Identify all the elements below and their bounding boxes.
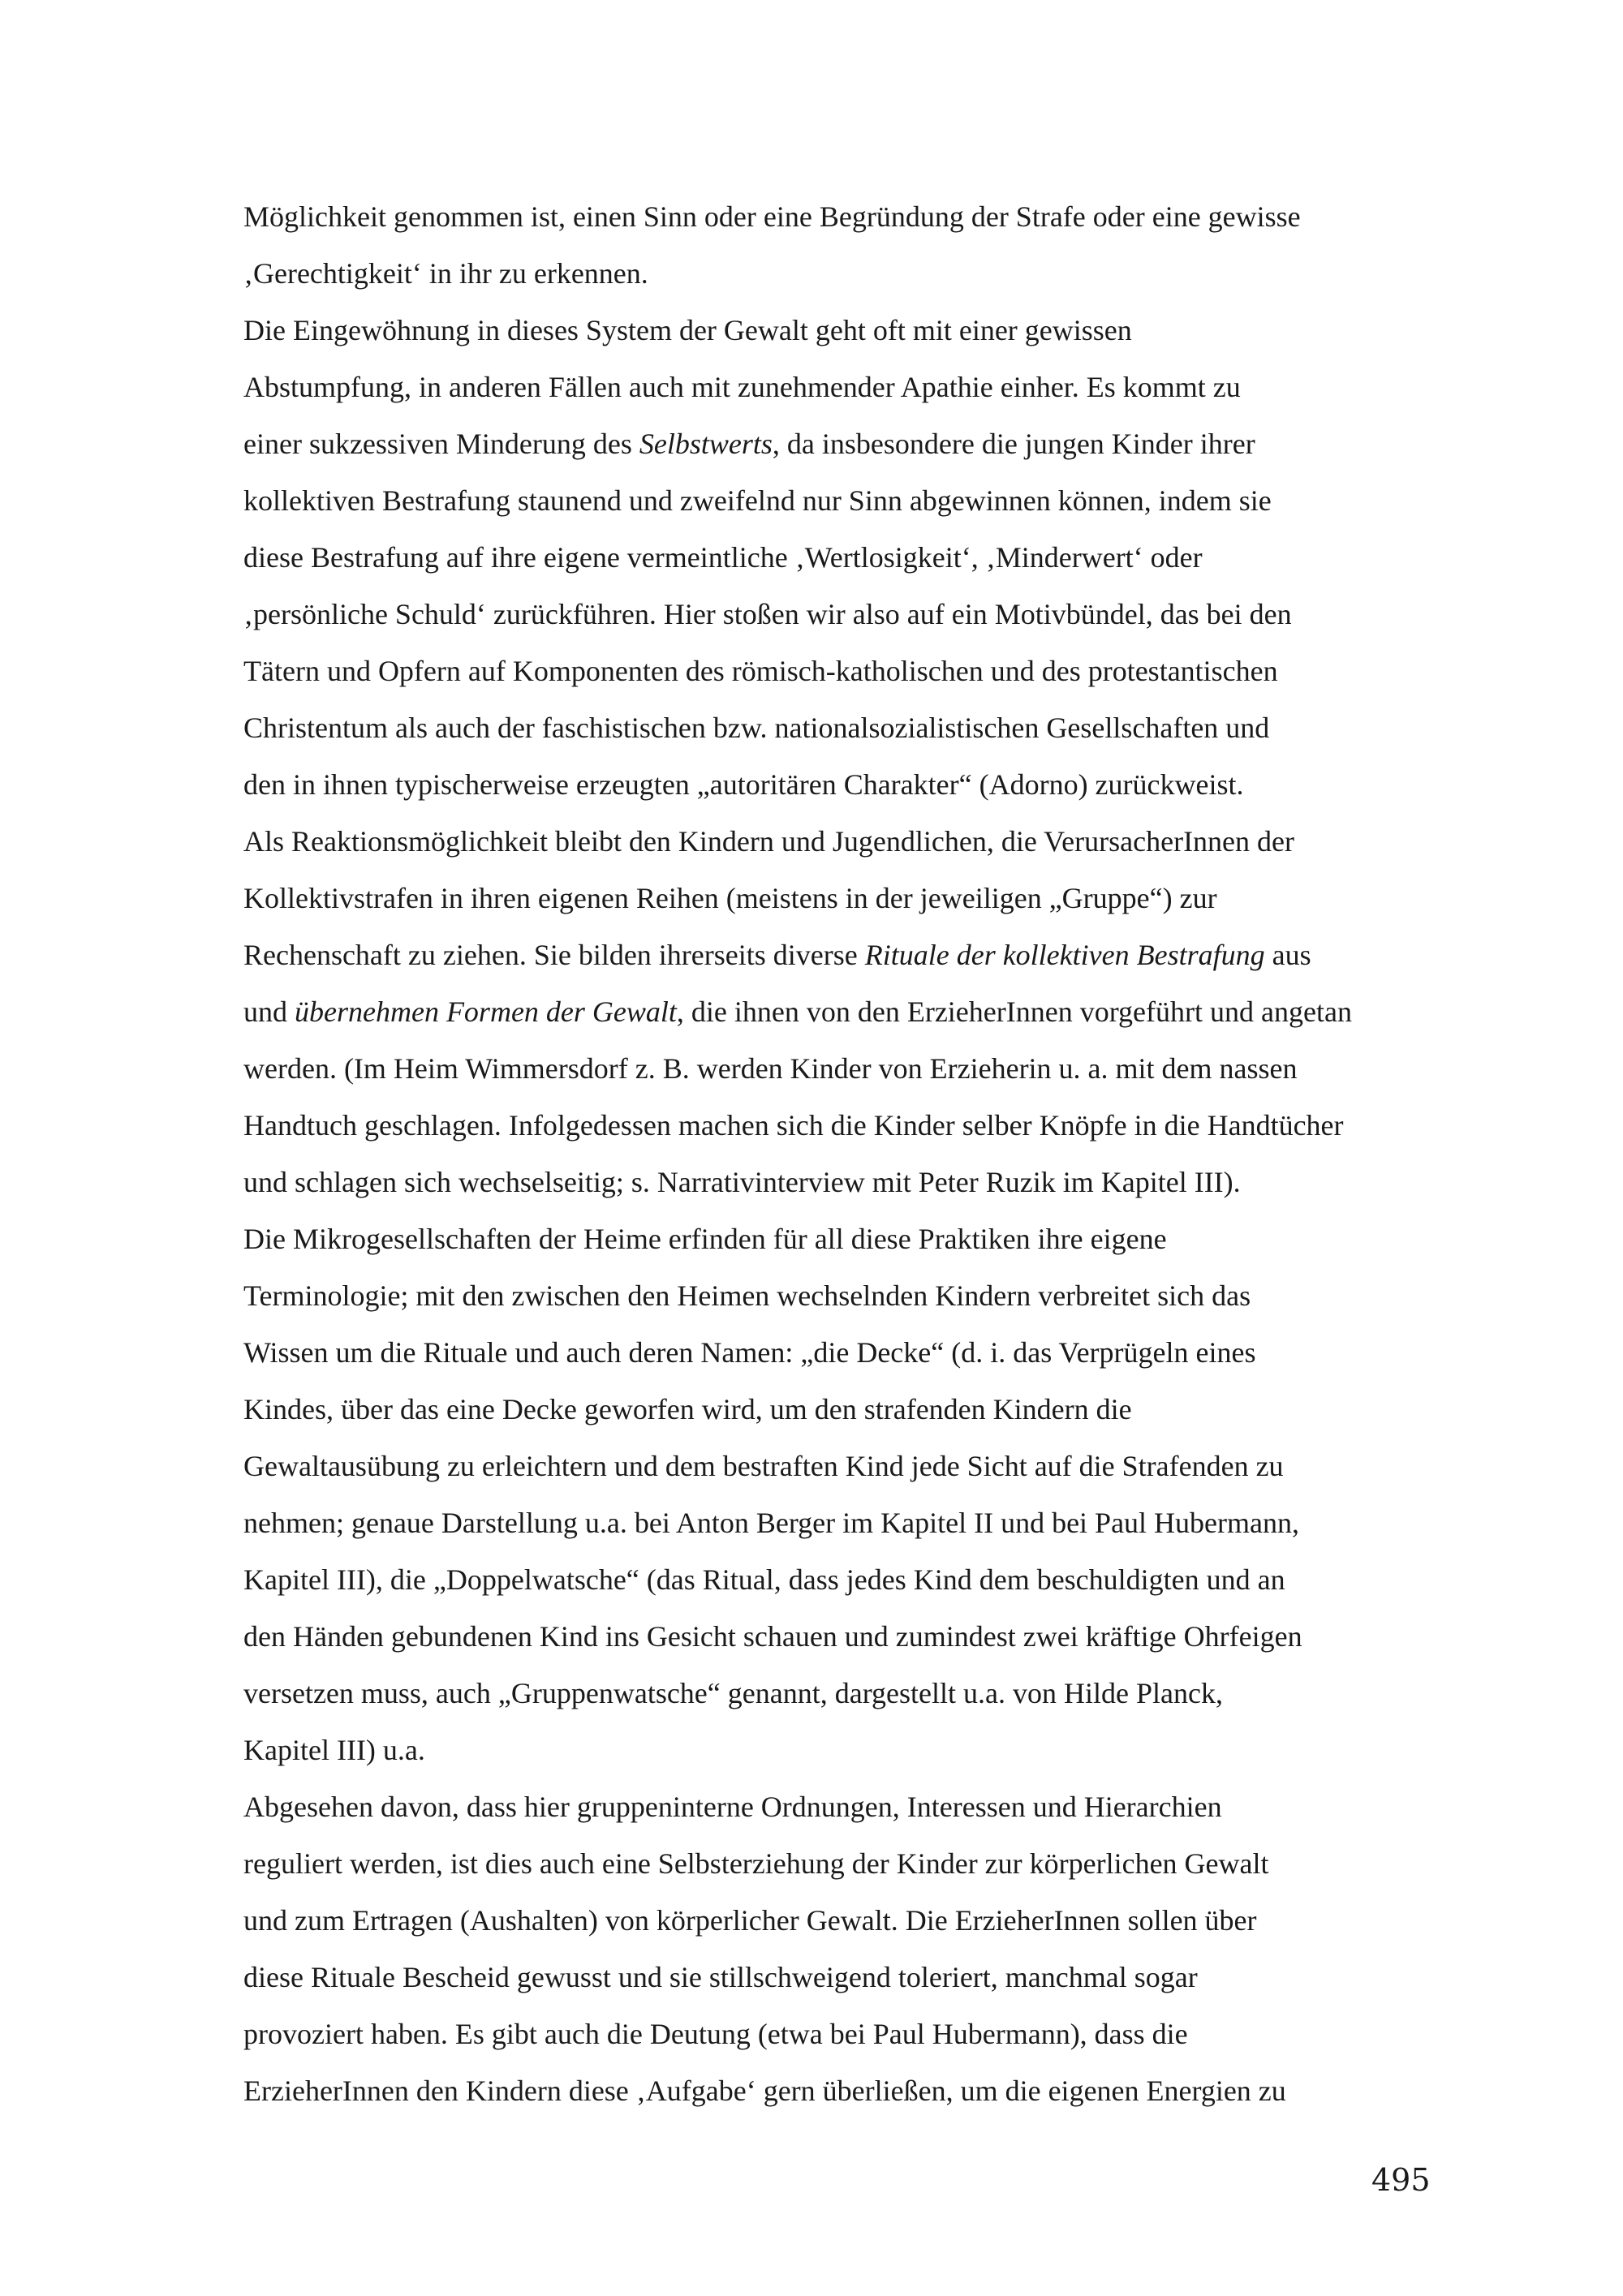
text-segment: provoziert haben. Es gibt auch die Deutung (etwa bei Paul Hubermann), dass die: [243, 2018, 1188, 2050]
text-segment: Handtuch geschlagen. Infolgedessen machen sich die Kinder selber Knöpfe in die Handtücher: [243, 1109, 1344, 1142]
text-segment: und: [243, 995, 295, 1028]
text-line: [243, 529, 1509, 586]
body-text: [243, 188, 1509, 2119]
text-line: [243, 1494, 1509, 1551]
text-segment: Als Reaktionsmöglichkeit bleibt den Kindern und Jugendlichen, die VerursacherInnen der: [243, 825, 1294, 858]
text-segment: diese Bestrafung auf ihre eigene vermeintliche ‚Wertlosigkeit‘, ‚Minderwert‘ oder: [243, 541, 1203, 574]
text-segment: Wissen um die Rituale und auch deren Namen: „die Decke“ (d. i. das Verprügeln eines: [243, 1336, 1256, 1369]
text-line: [243, 2006, 1509, 2062]
text-line: [243, 1040, 1509, 1097]
text-segment: kollektiven Bestrafung staunend und zweifelnd nur Sinn abgewinnen können, indem sie: [243, 484, 1272, 517]
italic-text-segment: übernehmen Formen der Gewalt: [295, 995, 677, 1028]
text-segment: Kindes, über das eine Decke geworfen wird, um den strafenden Kindern die: [243, 1393, 1132, 1425]
text-segment: und zum Ertragen (Aushalten) von körperlicher Gewalt. Die ErzieherInnen sollen über: [243, 1904, 1257, 1937]
text-line: [243, 1154, 1509, 1210]
text-segment: , da insbesondere die jungen Kinder ihrer: [772, 428, 1255, 460]
text-segment: Christentum als auch der faschistischen bzw. nationalsozialistischen Gesellschaften und: [243, 712, 1270, 744]
text-segment: ErzieherInnen den Kindern diese ‚Aufgabe‘ gern überließen, um die eigenen Energien zu: [243, 2075, 1286, 2107]
text-segment: Kapitel III) u.a.: [243, 1734, 425, 1766]
text-segment: Abstumpfung, in anderen Fällen auch mit zunehmender Apathie einher. Es kommt zu: [243, 371, 1241, 403]
text-segment: Rechenschaft zu ziehen. Sie bilden ihrerseits diverse: [243, 939, 865, 971]
text-segment: Abgesehen davon, dass hier gruppeninterne Ordnungen, Interessen und Hierarchien: [243, 1791, 1222, 1823]
text-line: [243, 1324, 1509, 1381]
text-line: [243, 699, 1509, 756]
text-line: [243, 1722, 1509, 1778]
text-line: [243, 472, 1509, 529]
text-line: [243, 1665, 1509, 1722]
text-line: [243, 1892, 1509, 1949]
text-segment: versetzen muss, auch „Gruppenwatsche“ genannt, dargestellt u.a. von Hilde Planck,: [243, 1677, 1223, 1709]
text-segment: ‚persönliche Schuld‘ zurückführen. Hier stoßen wir also auf ein Motivbündel, das bei den: [243, 598, 1292, 630]
text-line: [243, 1438, 1509, 1494]
text-segment: und schlagen sich wechselseitig; s. Narrativinterview mit Peter Ruzik im Kapitel III).: [243, 1166, 1241, 1198]
text-line: [243, 415, 1509, 472]
text-segment: reguliert werden, ist dies auch eine Selbsterziehung der Kinder zur körperlichen Gewalt: [243, 1847, 1269, 1880]
text-line: [243, 359, 1509, 415]
text-line: [243, 813, 1509, 870]
text-line: [243, 302, 1509, 359]
text-line: [243, 1210, 1509, 1267]
text-segment: nehmen; genaue Darstellung u.a. bei Anton Berger im Kapitel II und bei Paul Hubermann,: [243, 1507, 1299, 1539]
text-segment: Kollektivstrafen in ihren eigenen Reihen (meistens in der jeweiligen „Gruppe“) zur: [243, 882, 1217, 914]
text-segment: Gewaltausübung zu erleichtern und dem bestraften Kind jede Sicht auf die Strafenden zu: [243, 1450, 1284, 1482]
page-number: 495: [1371, 2162, 1431, 2198]
text-line: [243, 870, 1509, 927]
text-line: [243, 245, 1509, 302]
text-segment: Möglichkeit genommen ist, einen Sinn oder eine Begründung der Strafe oder eine gewisse: [243, 200, 1301, 233]
text-segment: den in ihnen typischerweise erzeugten „autoritären Charakter“ (Adorno) zurückweist.: [243, 768, 1244, 801]
text-segment: Terminologie; mit den zwischen den Heimen wechselnden Kindern verbreitet sich das: [243, 1279, 1251, 1312]
text-line: [243, 586, 1509, 643]
text-line: [243, 1097, 1509, 1154]
text-line: [243, 1778, 1509, 1835]
text-line: [243, 1267, 1509, 1324]
text-line: [243, 1381, 1509, 1438]
text-segment: Die Eingewöhnung in dieses System der Gewalt geht oft mit einer gewissen: [243, 314, 1132, 346]
text-segment: den Händen gebundenen Kind ins Gesicht schauen und zumindest zwei kräftige Ohrfeigen: [243, 1620, 1302, 1653]
text-segment: ‚Gerechtigkeit‘ in ihr zu erkennen.: [243, 257, 648, 290]
italic-text-segment: Rituale der kollektiven Bestrafung: [864, 939, 1265, 971]
text-segment: Die Mikrogesellschaften der Heime erfinden für all diese Praktiken ihre eigene: [243, 1223, 1167, 1255]
text-segment: Tätern und Opfern auf Komponenten des römisch-katholischen und des protestantischen: [243, 655, 1278, 687]
text-line: [243, 1608, 1509, 1665]
text-segment: aus: [1264, 939, 1311, 971]
text-segment: einer sukzessiven Minderung des: [243, 428, 639, 460]
text-line: [243, 1835, 1509, 1892]
text-line: [243, 2062, 1509, 2119]
italic-text-segment: Selbstwerts: [639, 428, 773, 460]
text-line: [243, 983, 1509, 1040]
text-segment: , die ihnen von den ErzieherInnen vorgeführt und angetan: [676, 995, 1352, 1028]
text-line: [243, 643, 1509, 699]
text-line: [243, 927, 1509, 983]
text-segment: Kapitel III), die „Doppelwatsche“ (das Ritual, dass jedes Kind dem beschuldigten und an: [243, 1563, 1285, 1596]
text-line: [243, 188, 1509, 245]
text-line: [243, 1551, 1509, 1608]
text-segment: werden. (Im Heim Wimmersdorf z. B. werden Kinder von Erzieherin u. a. mit dem nassen: [243, 1052, 1298, 1085]
text-line: [243, 756, 1509, 813]
text-segment: diese Rituale Bescheid gewusst und sie stillschweigend toleriert, manchmal sogar: [243, 1961, 1198, 1993]
text-line: [243, 1949, 1509, 2006]
